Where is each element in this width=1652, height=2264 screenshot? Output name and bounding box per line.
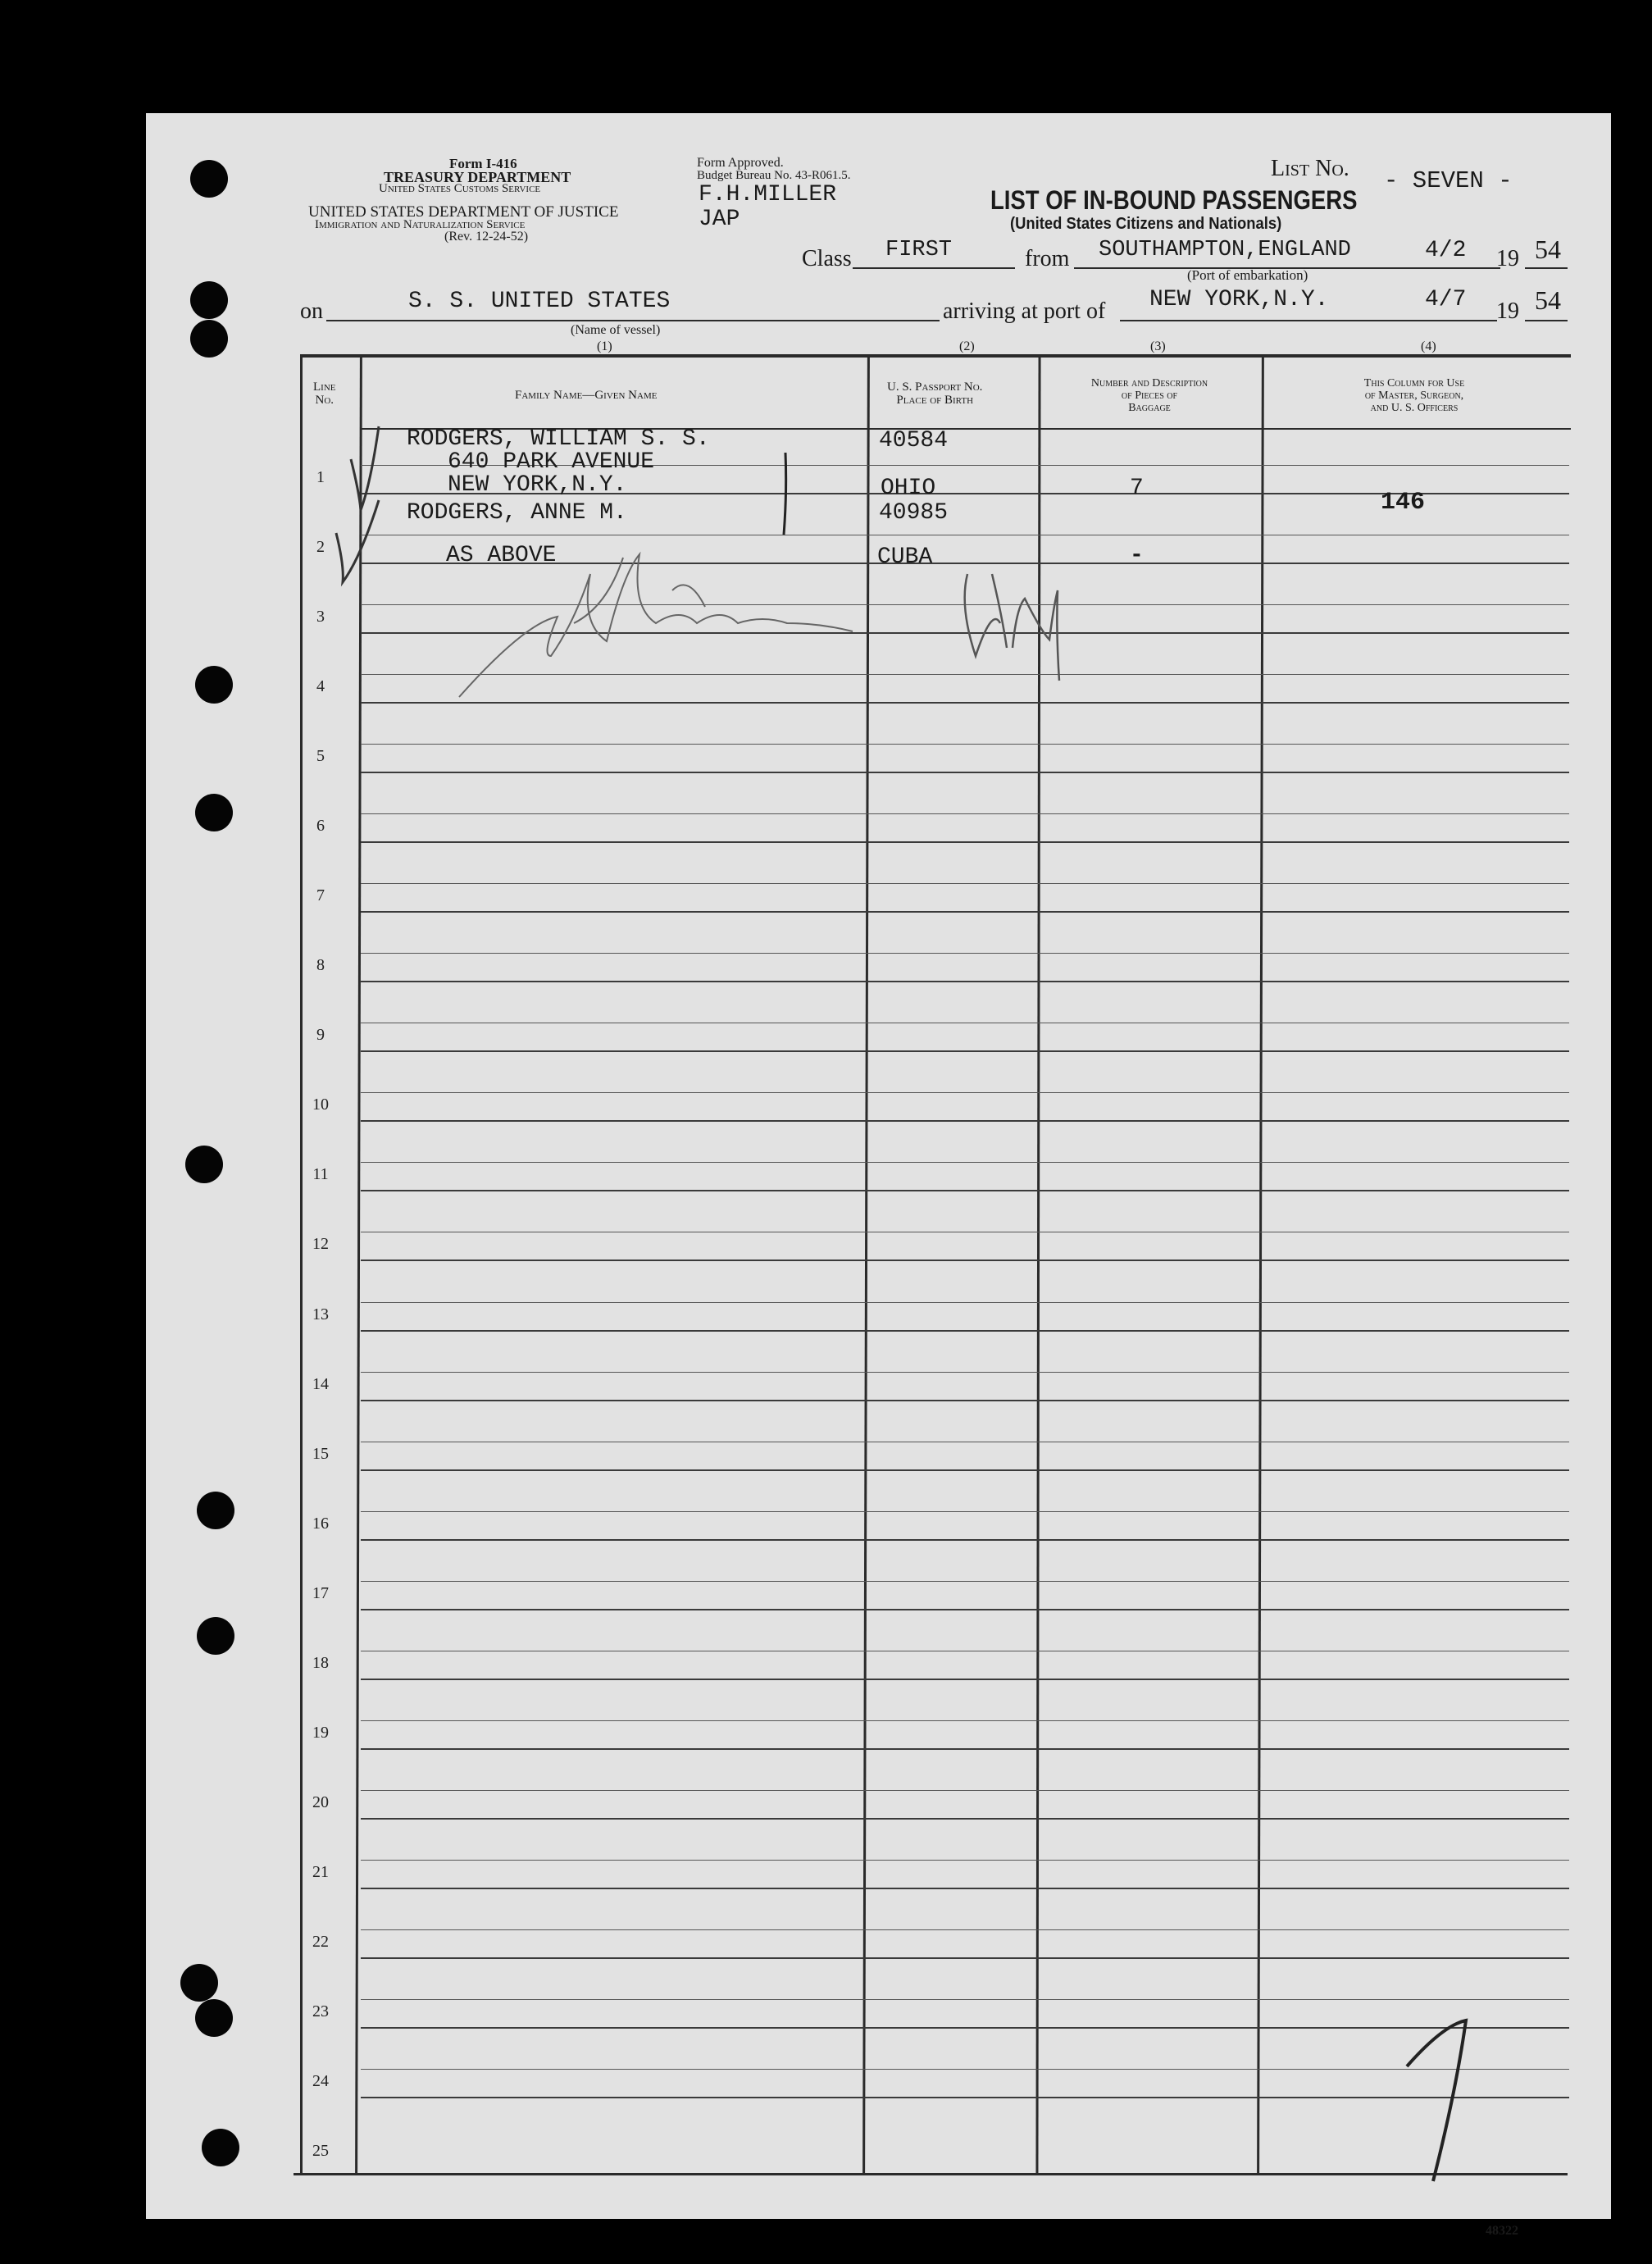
header-passport-1: U. S. Passport No. — [887, 380, 983, 394]
column-number: (3) — [1150, 339, 1166, 353]
passenger-1-address-line1: 640 PARK AVENUE — [448, 449, 655, 475]
treasury-department: TREASURY DEPARTMENT — [384, 169, 571, 185]
header-passport-2: Place of Birth — [896, 394, 974, 407]
line-number: 17 — [312, 1583, 329, 1602]
column-number: (2) — [959, 339, 975, 353]
line-number: 24 — [312, 2071, 329, 2090]
header-line-no-2: No. — [315, 394, 334, 407]
ins-service: Immigration and Naturalization Service — [315, 218, 526, 231]
passenger-2-address: AS ABOVE — [446, 543, 557, 568]
passenger-1-baggage: 7 — [1130, 476, 1144, 501]
port-of-embarkation: SOUTHAMPTON,ENGLAND — [1099, 238, 1351, 262]
line-number: 16 — [312, 1514, 329, 1533]
form-approved: Form Approved. — [697, 156, 784, 170]
customs-service: United States Customs Service — [379, 182, 541, 195]
list-no-value: - SEVEN - — [1384, 167, 1513, 194]
line-number: 7 — [316, 886, 325, 905]
passenger-2-birthplace: CUBA — [877, 544, 933, 570]
form-number: Form I-416 — [449, 156, 517, 171]
arrival-port: NEW YORK,N.Y. — [1149, 287, 1329, 312]
class-label: Class — [802, 246, 852, 271]
budget-bureau-no: Budget Bureau No. 43-R061.5. — [697, 169, 851, 182]
header-officers-3: and U. S. Officers — [1370, 402, 1459, 414]
line-number: 25 — [312, 2142, 329, 2160]
passenger-1-name: RODGERS, WILLIAM S. S. — [407, 426, 710, 452]
line-number: 10 — [312, 1096, 329, 1114]
port-caption: (Port of embarkation) — [1187, 267, 1308, 283]
passenger-2-passport: 40985 — [879, 500, 949, 526]
header-line-no-1: Line — [313, 380, 336, 394]
departure-year: 54 — [1535, 235, 1561, 264]
passenger-1-passport: 40584 — [879, 428, 949, 453]
line-number: 18 — [312, 1653, 329, 1672]
line-number: 13 — [312, 1305, 329, 1323]
list-no-label: List No. — [1271, 156, 1349, 181]
officer-notation: 146 — [1381, 489, 1426, 517]
passenger-1-birthplace: OHIO — [881, 476, 936, 501]
line-number: 8 — [316, 956, 325, 975]
line-number: 4 — [316, 677, 325, 696]
column-number: (1) — [597, 339, 612, 353]
header-officers-1: This Column for Use — [1363, 377, 1465, 389]
line-number: 23 — [312, 2002, 329, 2020]
line-number: 19 — [312, 1723, 329, 1742]
line-number: 2 — [316, 538, 325, 557]
departure-year-prefix: 19 — [1496, 246, 1519, 271]
passenger-1-address-line2: NEW YORK,N.Y. — [448, 472, 627, 498]
stamp-officer-name: F.H.MILLER — [699, 182, 837, 207]
on-label: on — [300, 298, 323, 324]
line-number: 5 — [316, 747, 325, 766]
header-name: Family Name—Given Name — [515, 389, 658, 402]
header-baggage-3: Baggage — [1128, 402, 1171, 414]
vessel-name: S. S. UNITED STATES — [408, 289, 671, 314]
justice-department: UNITED STATES DEPARTMENT OF JUSTICE — [308, 203, 619, 221]
line-number: 9 — [316, 1026, 325, 1045]
stamp-officer-initials: JAP — [699, 207, 740, 232]
from-label: from — [1025, 246, 1070, 271]
checkmark-icon — [336, 426, 379, 582]
line-number: 15 — [312, 1444, 329, 1463]
footer-form-number: 48322 — [1486, 2224, 1518, 2238]
tick-mark-icon — [784, 453, 786, 535]
arrival-date: 4/7 — [1425, 287, 1467, 312]
signature-icon — [459, 554, 853, 697]
vessel-caption: (Name of vessel) — [571, 323, 661, 337]
arriving-label: arriving at port of — [943, 298, 1106, 324]
passenger-2-name: RODGERS, ANNE M. — [407, 500, 627, 526]
line-number: 20 — [312, 1793, 329, 1811]
line-number: 14 — [312, 1374, 329, 1393]
column-number: (4) — [1421, 339, 1436, 353]
list-subtitle: (United States Citizens and Nationals) — [1010, 215, 1282, 233]
header-officers-2: of Master, Surgeon, — [1364, 389, 1464, 402]
initials-mark-icon — [965, 574, 1059, 681]
header-baggage-1: Number and Description — [1090, 377, 1208, 389]
departure-date: 4/2 — [1425, 238, 1467, 263]
passenger-2-baggage: - — [1130, 543, 1144, 568]
header-baggage-2: of Pieces of — [1121, 389, 1178, 402]
arrival-year: 54 — [1535, 285, 1561, 315]
line-number: 1 — [316, 468, 325, 487]
line-number: 12 — [312, 1235, 329, 1254]
revision-date: (Rev. 12-24-52) — [444, 230, 529, 244]
line-number: 3 — [316, 608, 325, 626]
pen-stroke-icon — [1407, 2020, 1466, 2181]
line-number: 6 — [316, 817, 325, 836]
list-title: LIST OF IN-BOUND PASSENGERS — [990, 185, 1358, 215]
line-number: 22 — [312, 1932, 329, 1951]
line-number: 11 — [312, 1165, 329, 1184]
line-number: 21 — [312, 1862, 329, 1881]
class-value: FIRST — [885, 238, 953, 262]
arrival-year-prefix: 19 — [1496, 298, 1519, 324]
